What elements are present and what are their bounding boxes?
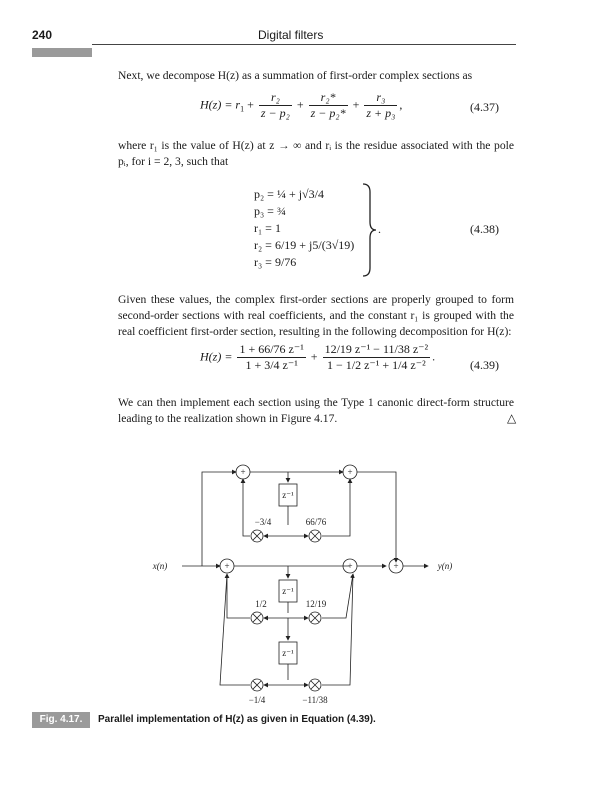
end-of-example-mark: △ xyxy=(507,411,517,425)
paragraph-line: pᵢ, for i = 2, 3, such that xyxy=(118,155,229,168)
frac-den: z − p₂ xyxy=(260,106,290,120)
fraction xyxy=(259,90,292,121)
paragraph-grouping xyxy=(118,292,514,340)
eq-line-r2: r₂ = 6/19 + j5/(3√19) xyxy=(254,238,355,252)
paragraph-line: Given these values, the complex first-order sections are properly grouped to form xyxy=(118,293,514,306)
header-accent-bar xyxy=(32,48,92,57)
delay-label: z⁻¹ xyxy=(282,490,294,500)
figure-tag: Fig. 4.17. xyxy=(32,712,90,728)
eq-line-p2: p₂ = ¼ + j√3/4 xyxy=(254,187,324,201)
equation-number: (4.37) xyxy=(470,100,499,114)
coefficient-label: 66/76 xyxy=(305,517,327,527)
block-diagram xyxy=(140,455,480,705)
header-rule xyxy=(92,44,516,45)
coefficient-label: 1/2 xyxy=(255,599,267,609)
frac-den: z + p₃ xyxy=(366,106,396,120)
frac-num: r₃ xyxy=(364,90,397,106)
frac-num: 12/19 z⁻¹ − 11/38 z⁻² xyxy=(324,342,429,356)
eq-dot: . xyxy=(378,222,381,236)
frac-den: z − p₂* xyxy=(310,106,346,120)
paragraph-realization xyxy=(118,395,517,427)
equation-4-39 xyxy=(200,342,435,373)
plus-sign: + xyxy=(352,97,360,112)
comma: , xyxy=(399,97,403,112)
eq-lhs-sub: 1 xyxy=(240,104,245,114)
adder-symbol: + xyxy=(393,561,399,571)
adder-symbol: + xyxy=(347,561,353,571)
output-label: y(n) xyxy=(437,561,453,571)
running-title: Digital filters xyxy=(258,28,324,42)
fraction xyxy=(364,90,397,121)
equation-4-37 xyxy=(200,90,402,121)
equation-number: (4.39) xyxy=(470,358,499,372)
paragraph-line: Next, we decompose H(z) as a summation of first-order complex sections as xyxy=(118,69,473,82)
coefficient-label: −11/38 xyxy=(302,695,328,705)
paragraph-line: We can then implement each section using the Type 1 canonic direct-form structure xyxy=(118,396,514,409)
input-label: x(n) xyxy=(152,561,168,571)
frac-num: 1 + 66/76 z⁻¹ xyxy=(239,342,304,356)
paragraph-line: leading to the realization shown in Figure 4.17. xyxy=(118,412,338,425)
paragraph-residue xyxy=(118,138,514,170)
delay-label: z⁻¹ xyxy=(282,648,294,658)
page-header xyxy=(32,28,516,50)
coefficient-label: −1/4 xyxy=(248,695,266,705)
plus-sign: + xyxy=(310,349,318,364)
frac-num: r₂* xyxy=(309,90,348,106)
right-brace xyxy=(360,182,380,278)
paragraph-line: where r₁ is the value of H(z) at z → ∞ and rᵢ is the residue associated with the pole xyxy=(118,139,514,152)
paragraph-line: real coefficient first-order section, resulting in the following decomposition for H(z): xyxy=(118,325,512,338)
coefficient-label: −3/4 xyxy=(254,517,272,527)
coefficient-label: 12/19 xyxy=(305,599,327,609)
paragraph-intro xyxy=(118,68,514,84)
frac-den: 1 − 1/2 z⁻¹ + 1/4 z⁻² xyxy=(326,358,426,372)
paragraph-line: second-order sections with real coefficients, and the constant r₁ is grouped with the xyxy=(118,309,514,322)
adder-symbol: + xyxy=(240,467,246,477)
eq-dot: . xyxy=(432,349,436,364)
figure-caption: Parallel implementation of H(z) as given in Equation (4.39). xyxy=(98,714,376,725)
eq-lhs: H(z) = xyxy=(200,349,233,364)
delay-label: z⁻¹ xyxy=(282,586,294,596)
plus-sign: + xyxy=(247,97,254,112)
adder-symbol: + xyxy=(224,561,230,571)
frac-den: 1 + 3/4 z⁻¹ xyxy=(245,358,298,372)
eq-line-p3: p₃ = ¾ xyxy=(254,204,286,218)
page-number: 240 xyxy=(32,28,53,42)
equation-number: (4.38) xyxy=(470,222,499,236)
fraction xyxy=(309,90,348,121)
eq-line-r1: r₁ = 1 xyxy=(254,221,281,235)
frac-num: r₂ xyxy=(259,90,292,106)
adder-symbol: + xyxy=(347,467,353,477)
fraction xyxy=(323,342,431,373)
plus-sign: + xyxy=(296,97,304,112)
equation-4-38 xyxy=(254,186,354,271)
eq-lhs: H(z) = r xyxy=(200,97,241,112)
fraction xyxy=(237,342,305,373)
eq-line-r3: r₃ = 9/76 xyxy=(254,255,297,269)
